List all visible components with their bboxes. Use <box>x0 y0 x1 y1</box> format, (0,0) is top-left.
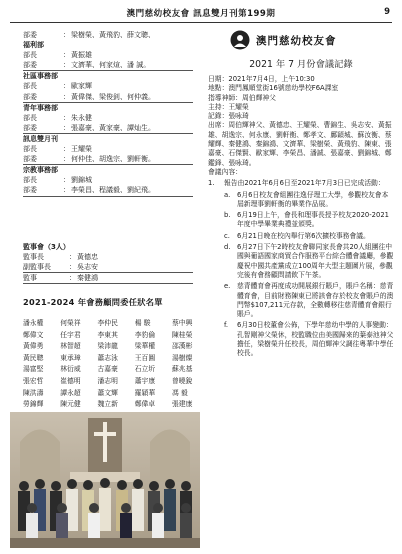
advisor-name: 魏立新 <box>97 400 118 409</box>
section-heading: 社區事務部 <box>23 72 58 81</box>
advisor-name: 湯樹燦 <box>172 353 193 362</box>
meeting-info-row: 主持：王耀榮 <box>208 102 249 111</box>
agenda-item: 1. 報告由2021年6月6日至2021年7月3日已完成活動： <box>208 179 385 188</box>
advisor-name: 黃偉勇 <box>23 342 44 351</box>
section-heading: 訊息雙月刊 <box>23 134 58 143</box>
advisor-name: 李豹倫 <box>134 330 156 339</box>
meeting-info-row: 指導神師：周伯輝神父 <box>208 93 276 102</box>
newsletter-title: 澳門慈幼校友會 訊息雙月刊第199期 <box>126 9 276 19</box>
page-number: 9 <box>384 7 390 17</box>
advisor-name: 東承璋 <box>60 353 81 362</box>
association-brand <box>230 30 390 52</box>
meeting-minutes <box>208 58 394 361</box>
member-row: 部長 ：黃振雄 <box>23 51 92 60</box>
member-row: 部長 ：劉錦城 <box>23 176 92 185</box>
advisor-name: 陳桂榮 <box>172 330 193 339</box>
advisor-row <box>23 341 201 353</box>
advisor-name: 梁沛龍 <box>97 342 118 351</box>
member-row: 部長 ：歐家輝 <box>23 82 92 91</box>
advisor-name: 譚永超 <box>60 388 81 397</box>
member-row: 部委 ：何仲佳、胡逸宗、劉軒衡。 <box>23 154 193 165</box>
advisor-name: 蔡中興 <box>172 319 193 327</box>
advisor-row <box>23 318 201 330</box>
advisor-name: 石立圻 <box>134 365 156 374</box>
supervisory-title: 監事會（3人） <box>23 243 70 251</box>
advisor-name: 潘永權 <box>23 319 44 327</box>
agenda-item: c. 6月21日晚在校內舉行第6次擴校事務會議。 <box>224 231 370 240</box>
advisor-name: 王百圓 <box>134 353 156 362</box>
member-row: 監事長 ：黃德忠 <box>23 253 98 262</box>
advisor-name: 楊 駿 <box>134 319 151 327</box>
meeting-info-row: 出席：周伯輝神父、黃德忠、王耀榮、曹錦生、吳志安、黃振雄、胡逸宗、何永康、劉軒衡、鄭孝文、鄺穎城、蘇汝衡、蔡耀輝、秦健鴻、秦錦鴻、文濟華、梁樹榮、黃飛豹、陳東、張嘉豪、石傑賢、歐家輝、李榮昌、潘誠、張嘉豪、劉錦城、鄭鑑鋒、張咏琦。 <box>208 121 392 167</box>
org-roster <box>23 30 193 197</box>
member-row: 部委 ：文濟華、何家煊、潘 誠。 <box>23 60 193 71</box>
advisor-name: 蘇兆基 <box>172 365 193 374</box>
meeting-info-row: 日期：2021年7月4日，上午10:30 <box>208 75 315 83</box>
advisor-row <box>23 353 201 365</box>
member-row: 部委 ：黃偉傑、梁俊釗、何仲義。 <box>23 92 193 103</box>
meeting-title: 2021 年 7 月份會議記錄 <box>249 59 353 70</box>
content-label: 會議內容： <box>208 167 242 176</box>
page-header <box>10 6 392 23</box>
advisor-row <box>23 376 201 388</box>
advisor-row <box>23 364 201 376</box>
supervisory-board <box>23 242 193 284</box>
advisor-name: 陳洪濤 <box>23 388 44 397</box>
advisor-row <box>23 330 201 342</box>
advisor-name: 張宏哲 <box>23 376 44 385</box>
advisor-name: 李東其 <box>97 330 118 339</box>
advisor-row <box>23 399 201 411</box>
advisor-name: 張建康 <box>172 400 193 409</box>
advisor-name: 古嘉豪 <box>97 365 118 374</box>
advisor-name: 曾曉銳 <box>172 376 193 385</box>
member-row: 部委 ：張嘉豪、黃家豪、譚灿生。 <box>23 123 193 134</box>
advisor-name: 勞錦輝 <box>23 400 44 409</box>
agenda-item: a. 6月6日校友會組團往逸仔理工大學，參觀校友會本屆新理事劉軒衡的畢業作品展。 <box>224 190 389 208</box>
group-photo <box>10 412 200 548</box>
member-row: 部長 ：王耀榮 <box>23 145 92 154</box>
section-heading: 福利部 <box>23 41 44 50</box>
advisor-name: 陳元健 <box>60 400 81 409</box>
advisor-name: 鄭偉文 <box>23 330 44 339</box>
advisor-name: 馮 毅 <box>172 388 188 397</box>
member-row: 部委 ：梁樹榮、黃飛豹、薛文聰、 <box>23 31 155 39</box>
advisor-name: 崔德明 <box>60 376 81 385</box>
advisor-name: 潘志明 <box>97 376 118 385</box>
agenda-item: e. 慈青體育會再度成功開展銀行賬戶，賬戶名稱：慈青體育會，目前財務陳東已將該會存於校友會賬戶的澳門幣$107,211元存款，全數轉移往慈青體育會銀行賬戶。 <box>224 282 394 319</box>
advisor-name: 湯富堅 <box>23 365 44 374</box>
association-logo-icon <box>230 30 250 50</box>
member-row: 副監事長 ：吳志安 <box>23 262 193 273</box>
member-row: 部長 ：朱永健 <box>23 113 92 122</box>
section-heading: 宗教事務部 <box>23 166 58 175</box>
advisor-name: 林衍威 <box>60 365 81 374</box>
meeting-info-row: 記錄：張咏琦 <box>208 112 249 121</box>
advisor-name: 任宇君 <box>60 330 81 339</box>
advisor-name: 何榮祥 <box>60 319 81 327</box>
advisor-name: 梁華權 <box>134 342 156 351</box>
advisor-name: 蕭文輝 <box>97 388 118 397</box>
agenda-item: f. 6月30日校董會公佈，下學年慈幼中學的人事變動：孔智剛神父榮休，校監職位由美國歸來的葉泰池神父擔任，梁樹榮升任校長，周伯輝神父調往粵華中學任校長。 <box>224 321 394 358</box>
advisor-name: 羅穎華 <box>134 388 156 397</box>
advisor-row <box>23 388 201 400</box>
advisor-name: 黃民聰 <box>23 353 44 362</box>
agenda-item: d. 6月27日下午2時校友會聯同家長會共20人組團往中國與葡語國家商貿合作服務平台綜合體會議廳，參觀慶祝中國共產黨成立100周年大型主題圖片展，參觀完後有會務顧問請飲下午茶。 <box>224 243 394 279</box>
advisor-name: 邵漢彬 <box>172 342 193 351</box>
member-row: 部委 ：李榮昌、程議毅、劉紀飛。 <box>23 185 193 196</box>
section-heading: 青年事務部 <box>23 103 58 112</box>
member-row: 監事 ：秦健鴻 <box>23 273 193 284</box>
advisor-name: 蕭宇康 <box>134 376 156 385</box>
advisor-name: 李仲民 <box>97 319 118 327</box>
association-name: 澳門慈幼校友會 <box>256 35 337 47</box>
advisor-name: 林智超 <box>60 342 81 351</box>
advisors-title: 2021-2024 年會務顧問委任狀名單 <box>23 297 163 307</box>
advisor-name: 蕭志泳 <box>97 353 118 362</box>
agenda-item: b. 6月19日上午，會長和理事長授予校友2020-2021年度中學畢業典禮並頒獎。 <box>224 211 389 229</box>
advisor-name: 鄭偉卓 <box>134 400 156 409</box>
meeting-info-row: 地點：澳門鳳順堂街16號慈幼學校F6A課室 <box>208 84 339 93</box>
